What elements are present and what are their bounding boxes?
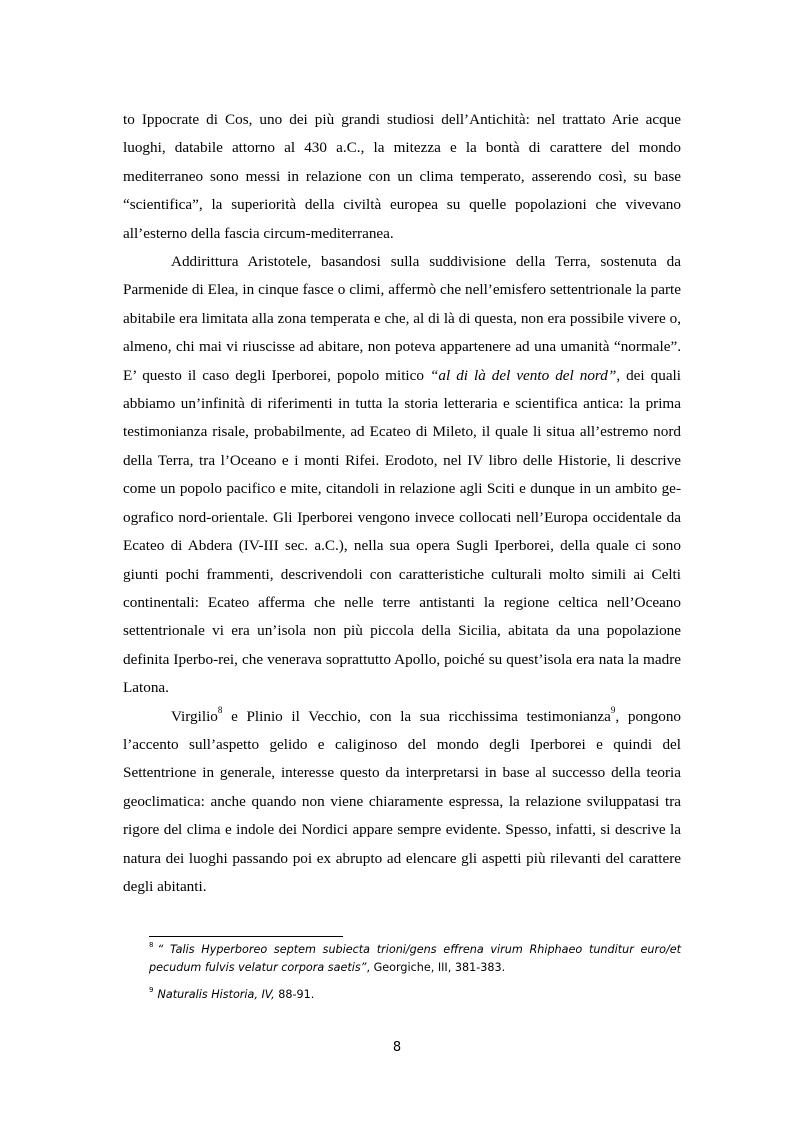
footnote-9 — [149, 986, 681, 1004]
paragraph-2-text-end: , dei quali abbiamo un’infinità di riferimenti in tutta la storia letteraria e scientifica antica: la prima testimonianza risale, probabilmente, ad Ecateo di Mileto, il quale li situa all’estremo nord della Terra, tra l’Oceano e i monti Rifei. Erodoto, nel IV libro delle Historie, li descrive come un popolo pacifico e mite, citandoli in relazione agli Sciti e dunque in un ambito geografico nord-orientale. Gli Iperborei vengono invece collocati nell’Europa occidentale da Ecateo di Abdera (IV-III sec. a.C.), nella sua opera Sugli Iperborei, della quale ci sono giunti pochi frammenti, descrivendoli con caratteristiche culturali molto simili ai Celti continentali: Ecateo afferma che nelle terre antistanti la regione celtica nell’Oceano settentrionale vi era un’isola non più piccola della Sicilia, abitata da una popolazione definita Iperbo-rei, che venerava soprattutto Apollo, poiché su quest’isola era nata la madre Latona. — [123, 366, 681, 697]
paragraph-2-italic-quote: “al di là del vento del nord” — [429, 366, 617, 384]
footnote-9-title: Naturalis Historia, IV, — [157, 988, 275, 1001]
paragraph-3 — [123, 703, 681, 902]
footnote-8 — [149, 941, 681, 977]
footnote-9-pages: 88-91. — [274, 988, 315, 1001]
paragraph-1 — [123, 106, 681, 248]
paragraph-2-text-start: Addirittura Aristotele, basandosi sulla suddivisione della Terra, sostenuta da Parmenide di Elea, in cinque fasce o climi, affermò che nell’emisfero settentrionale la parte abitabile era limitata alla zona temperata e che, al di là di questa, non era possibile vivere o, almeno, chi mai vi riuscisse ad abitare, non poteva appartenere ad una umanità “normale”. E’ questo il caso degli Iperborei, popolo mitico — [123, 253, 681, 384]
body-text — [123, 106, 681, 901]
footnote-ref-8[interactable]: 8 — [217, 705, 223, 716]
page-number: 8 — [392, 1040, 402, 1055]
footnote-8-source: , Georgiche, III, 381-383. — [366, 961, 506, 974]
paragraph-3-text-middle: e Plinio il Vecchio, con la sua ricchissima testimonianza — [222, 707, 611, 725]
paragraph-3-text-end: , pongono l’accento sull’aspetto gelido e caliginoso del mondo degli Iperborei e quindi del Settentrione in generale, interesse questo da interpretarsi in base al successo della teoria geoclimatica: anche quando non viene chiaramente espressa, la relazione sviluppatasi tra rigore del clima e indole dei Nordici appare sempre evidente. Spesso, infatti, si descrive la natura dei luoghi passando poi ex abrupto ad elencare gli aspetti più rilevanti del carattere degli abitanti. — [123, 707, 682, 895]
footnote-8-quote: “ Talis Hyperboreo septem subiecta trioni/gens effrena virum Rhiphaeo tunditur euro/et pecudum fulvis velatur corpora saetis” — [149, 943, 681, 974]
footnotes — [149, 941, 681, 1013]
paragraph-1-text: to Ippocrate di Cos, uno dei più grandi studiosi dell’Antichità: nel trattato Arie acque luoghi, databile attorno al 430 a.C., la mitezza e la bontà di carattere del mondo mediterraneo sono messi in relazione con un clima temperato, asserendo così, su base “scientifica”, la superiorità della civiltà europea su quelle popolazioni che vivevano all’esterno della fascia circum-mediterranea. — [123, 111, 681, 242]
paragraph-3-text-start: Virgilio — [171, 707, 218, 725]
footnote-ref-9[interactable]: 9 — [610, 705, 616, 716]
footnote-number: 8 — [149, 941, 154, 950]
footnote-number: 9 — [149, 986, 154, 995]
footnote-separator — [149, 936, 343, 937]
paragraph-2 — [123, 248, 681, 703]
